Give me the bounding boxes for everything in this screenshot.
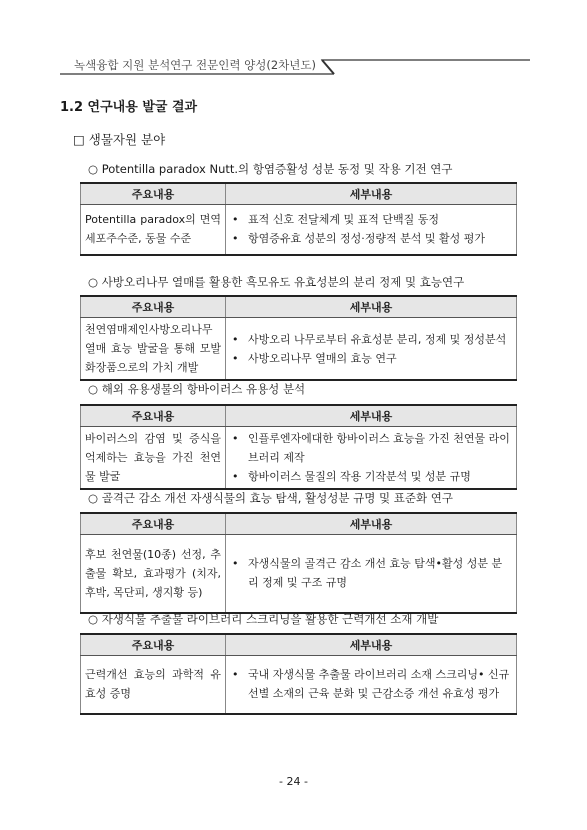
content-table: [80, 633, 517, 715]
content-table: [80, 404, 517, 490]
main-content-cell: 근력개선 효능의 과학적 유효성 증명: [81, 656, 226, 714]
detail-bullet: • 국내 자생식물 추출물 라이브러리 소재 스크리닝• 신규 선별 소재의 근육 분화 및 근감소증 개선 유효성 평가: [230, 665, 512, 703]
page-number: - 24 -: [279, 775, 308, 788]
detail-cell: [226, 535, 517, 613]
item-title: ○ Potentilla paradox Nutt.의 항염증활성 성분 동정 및 작용 기전 연구: [88, 162, 453, 176]
detail-bullet: • 사방오리나무 열매의 효능 연구: [230, 349, 512, 368]
running-header: [60, 52, 530, 76]
col-header-detail: 세부내용: [226, 513, 517, 535]
main-content-cell: Potentilla paradox의 면역세포주수준, 동물 수준: [81, 205, 226, 255]
main-content-cell: 후보 천연물(10종) 선정, 추출물 확보, 효과평가 (치자, 후박, 목단피, 생지황 등): [81, 535, 226, 613]
item-title: ○ 해외 유용생물의 항바이러스 유용성 분석: [88, 382, 306, 396]
col-header-detail: 세부내용: [226, 296, 517, 318]
item-title: ○ 자생식물 추출물 라이브러리 스크리닝을 활용한 근력개선 소재 개발: [88, 612, 439, 626]
section-title: 1.2 연구내용 발굴 결과: [60, 100, 198, 115]
col-header-detail: 세부내용: [226, 634, 517, 656]
content-table: [80, 295, 517, 381]
main-content-cell: 천연염매제인사방오리나무열매 효능 발굴을 통해 모발화장품으로의 가치 개발: [81, 318, 226, 381]
header-title: 녹색융합 지원 분석연구 전문인력 양성(2차년도): [74, 58, 316, 72]
content-table: [80, 182, 517, 256]
col-header-detail: 세부내용: [226, 183, 517, 205]
col-header-detail: 세부내용: [226, 405, 517, 427]
subsection-title: □ 생물자원 분야: [73, 132, 166, 147]
detail-cell: [226, 656, 517, 714]
detail-bullet: • 표적 신호 전달체계 및 표적 단백질 동정: [230, 210, 512, 229]
item-title: ○ 골격근 감소 개선 자생식물의 효능 탐색, 활성성분 규명 및 표준화 연구: [88, 491, 453, 505]
detail-cell: [226, 427, 517, 490]
col-header-main: 주요내용: [81, 405, 226, 427]
detail-bullet: • 인플루엔자에대한 항바이러스 효능을 가진 천연물 라이브러리 제작: [230, 429, 512, 467]
detail-bullet: • 항염증유효 성분의 정성·정량적 분석 및 활성 평가: [230, 229, 512, 248]
item-title: ○ 사방오리나무 열매를 활용한 흑모유도 유효성분의 분리 정제 및 효능연구: [88, 275, 465, 289]
col-header-main: 주요내용: [81, 183, 226, 205]
detail-bullet: • 항바이러스 물질의 작용 기작분석 및 성분 규명: [230, 467, 512, 486]
content-table: [80, 512, 517, 614]
col-header-main: 주요내용: [81, 513, 226, 535]
col-header-main: 주요내용: [81, 296, 226, 318]
col-header-main: 주요내용: [81, 634, 226, 656]
detail-cell: [226, 318, 517, 381]
main-content-cell: 바이러스의 감염 및 증식을 억제하는 효능을 가진 천연물 발굴: [81, 427, 226, 490]
detail-bullet: • 사방오리 나무로부터 유효성분 분리, 정제 및 정성분석: [230, 330, 512, 349]
detail-bullet: • 자생식물의 골격근 감소 개선 효능 탐색•활성 성분 분리 정제 및 구조 규명: [230, 554, 512, 592]
detail-cell: [226, 205, 517, 255]
